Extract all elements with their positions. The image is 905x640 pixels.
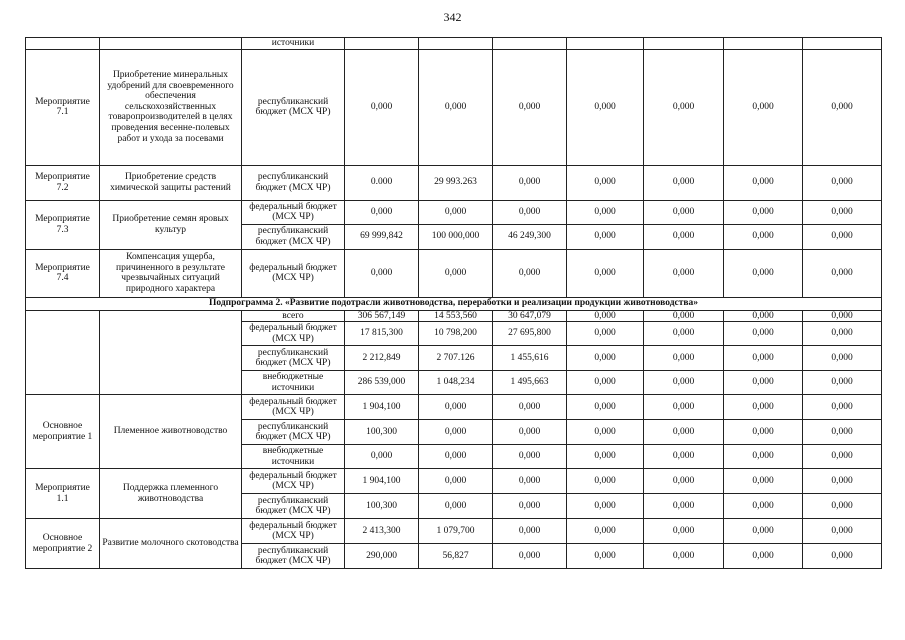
amount-cell: 0,000 [644, 310, 724, 322]
activity-label: Мероприятие 7.4 [26, 249, 100, 297]
amount-cell [803, 38, 882, 50]
funding-source: республиканский бюджет (МСХ ЧР) [242, 544, 345, 569]
amount-cell: 0,000 [803, 395, 882, 420]
amount-cell: 0,000 [493, 494, 567, 519]
amount-cell: 0,000 [419, 494, 493, 519]
amount-cell: 0,000 [803, 469, 882, 494]
activity-name: Компенсация ущерба, причиненного в результате чрезвычайных ситуаций природного характера [100, 249, 242, 297]
amount-cell: 1 048,234 [419, 371, 493, 395]
amount-cell: 0,000 [493, 395, 567, 420]
activity-label [26, 38, 100, 50]
amount-cell: 0,000 [644, 469, 724, 494]
amount-cell: 0,000 [644, 49, 724, 165]
amount-cell: 29 993.263 [419, 165, 493, 200]
amount-cell: 0.000 [345, 165, 419, 200]
amount-cell: 0,000 [724, 371, 803, 395]
amount-cell: 0,000 [724, 346, 803, 371]
amount-cell: 0,000 [493, 469, 567, 494]
funding-source: федеральный бюджет (МСХ ЧР) [242, 395, 345, 420]
amount-cell: 0,000 [803, 420, 882, 445]
funding-source: внебюджетные источники [242, 371, 345, 395]
amount-cell: 0,000 [567, 165, 644, 200]
amount-cell [345, 38, 419, 50]
amount-cell: 2 707.126 [419, 346, 493, 371]
amount-cell: 0,000 [493, 519, 567, 544]
rows-before [26, 38, 882, 298]
amount-cell: 0,000 [644, 519, 724, 544]
funding-source: федеральный бюджет (МСХ ЧР) [242, 249, 345, 297]
funding-source: республиканский бюджет (МСХ ЧР) [242, 420, 345, 445]
amount-cell: 0,000 [803, 200, 882, 224]
amount-cell: 0,000 [803, 445, 882, 469]
amount-cell: 0,000 [803, 165, 882, 200]
table-row [26, 49, 882, 165]
funding-source: всего [242, 310, 345, 322]
funding-source: республиканский бюджет (МСХ ЧР) [242, 346, 345, 371]
amount-cell: 2 413,300 [345, 519, 419, 544]
amount-cell [724, 38, 803, 50]
table-row [26, 469, 882, 494]
amount-cell: 100 000,000 [419, 224, 493, 249]
activity-name: Приобретение семян яровых культур [100, 200, 242, 249]
activity-name: Племенное животноводство [100, 395, 242, 469]
amount-cell: 0,000 [493, 544, 567, 569]
amount-cell: 0,000 [644, 395, 724, 420]
amount-cell: 0,000 [644, 544, 724, 569]
activity-label: Основное мероприятие 2 [26, 519, 100, 569]
amount-cell: 30 647,079 [493, 310, 567, 322]
funding-source: федеральный бюджет (МСХ ЧР) [242, 322, 345, 346]
amount-cell: 0,000 [803, 371, 882, 395]
amount-cell: 0,000 [644, 371, 724, 395]
amount-cell: 0,000 [567, 395, 644, 420]
activity-label: Основное мероприятие 1 [26, 395, 100, 469]
funding-source: федеральный бюджет (МСХ ЧР) [242, 519, 345, 544]
amount-cell: 1 904,100 [345, 469, 419, 494]
rows-after [26, 310, 882, 569]
table-row [26, 249, 882, 297]
amount-cell: 0,000 [724, 322, 803, 346]
amount-cell: 0,000 [345, 49, 419, 165]
amount-cell: 0,000 [724, 420, 803, 445]
amount-cell: 0,000 [567, 519, 644, 544]
activity-name: Развитие молочного скотоводства [100, 519, 242, 569]
amount-cell: 0,000 [345, 445, 419, 469]
amount-cell: 0,000 [493, 420, 567, 445]
activity-label: Мероприятие 7.1 [26, 49, 100, 165]
table-row [26, 38, 882, 50]
activity-name [100, 38, 242, 50]
activity-name: Приобретение минеральных удобрений для своевременного обеспечения сельскохозяйственных товаропроизводителей в целях проведения весенне-полевых работ и ухода за посевами [100, 49, 242, 165]
amount-cell: 0,000 [644, 322, 724, 346]
subprogram-row [26, 297, 882, 310]
amount-cell: 0,000 [644, 420, 724, 445]
amount-cell: 1 079,700 [419, 519, 493, 544]
amount-cell: 17 815,300 [345, 322, 419, 346]
amount-cell: 0,000 [419, 420, 493, 445]
amount-cell: 10 798,200 [419, 322, 493, 346]
amount-cell: 0,000 [419, 395, 493, 420]
amount-cell: 0,000 [644, 494, 724, 519]
funding-source: республиканский бюджет (МСХ ЧР) [242, 224, 345, 249]
amount-cell: 0,000 [567, 544, 644, 569]
subprogram-title: Подпрограмма 2. «Развитие подотрасли животноводства, переработки и реализации продукции животноводства» [26, 297, 882, 310]
amount-cell: 306 567,149 [345, 310, 419, 322]
funding-source: республиканский бюджет (МСХ ЧР) [242, 494, 345, 519]
table-row [26, 165, 882, 200]
table-row [26, 310, 882, 322]
amount-cell: 0,000 [567, 420, 644, 445]
funding-source: республиканский бюджет (МСХ ЧР) [242, 165, 345, 200]
amount-cell: 0,000 [345, 249, 419, 297]
amount-cell: 0,000 [567, 49, 644, 165]
amount-cell: 0,000 [493, 249, 567, 297]
amount-cell: 0,000 [724, 224, 803, 249]
amount-cell: 0,000 [644, 346, 724, 371]
amount-cell: 0,000 [724, 165, 803, 200]
amount-cell: 0,000 [724, 494, 803, 519]
amount-cell: 0,000 [567, 445, 644, 469]
amount-cell: 0,000 [644, 249, 724, 297]
amount-cell: 46 249,300 [493, 224, 567, 249]
page-number: 342 [443, 10, 462, 24]
activity-name [100, 310, 242, 395]
amount-cell: 0,000 [567, 469, 644, 494]
amount-cell: 290,000 [345, 544, 419, 569]
amount-cell: 0,000 [567, 249, 644, 297]
funding-source: федеральный бюджет (МСХ ЧР) [242, 469, 345, 494]
amount-cell: 0,000 [419, 469, 493, 494]
subprogram-row-group [26, 297, 882, 310]
amount-cell: 69 999,842 [345, 224, 419, 249]
amount-cell: 1 455,616 [493, 346, 567, 371]
funding-source: федеральный бюджет (МСХ ЧР) [242, 200, 345, 224]
funding-source: источники [242, 38, 345, 50]
amount-cell: 0,000 [493, 49, 567, 165]
amount-cell: 0,000 [724, 310, 803, 322]
amount-cell: 0,000 [803, 49, 882, 165]
budget-table [25, 37, 882, 569]
amount-cell: 0,000 [567, 346, 644, 371]
amount-cell [644, 38, 724, 50]
amount-cell: 0,000 [567, 310, 644, 322]
activity-label: Мероприятие 1.1 [26, 469, 100, 519]
amount-cell: 27 695,800 [493, 322, 567, 346]
amount-cell: 56,827 [419, 544, 493, 569]
amount-cell [419, 38, 493, 50]
amount-cell: 0,000 [724, 49, 803, 165]
activity-name: Приобретение средств химической защиты растений [100, 165, 242, 200]
amount-cell: 0,000 [644, 224, 724, 249]
amount-cell: 0,000 [567, 371, 644, 395]
amount-cell: 0,000 [419, 49, 493, 165]
amount-cell [567, 38, 644, 50]
amount-cell: 2 212,849 [345, 346, 419, 371]
table-row [26, 200, 882, 224]
activity-label: Мероприятие 7.3 [26, 200, 100, 249]
amount-cell: 0,000 [724, 519, 803, 544]
amount-cell: 0,000 [345, 200, 419, 224]
amount-cell: 0,000 [567, 200, 644, 224]
amount-cell: 0,000 [803, 544, 882, 569]
amount-cell: 0,000 [724, 395, 803, 420]
amount-cell: 0,000 [724, 200, 803, 224]
amount-cell: 1 904,100 [345, 395, 419, 420]
amount-cell: 0,000 [803, 519, 882, 544]
amount-cell: 14 553,560 [419, 310, 493, 322]
amount-cell: 100,300 [345, 494, 419, 519]
amount-cell: 0,000 [419, 445, 493, 469]
amount-cell: 0,000 [567, 224, 644, 249]
amount-cell: 0,000 [803, 224, 882, 249]
amount-cell: 286 539,000 [345, 371, 419, 395]
amount-cell: 0,000 [419, 249, 493, 297]
amount-cell: 0,000 [644, 445, 724, 469]
amount-cell: 0,000 [724, 469, 803, 494]
amount-cell: 0,000 [803, 249, 882, 297]
amount-cell: 0,000 [803, 494, 882, 519]
amount-cell: 0,000 [567, 322, 644, 346]
amount-cell: 0,000 [419, 200, 493, 224]
funding-source: внебюджетные источники [242, 445, 345, 469]
amount-cell: 0,000 [803, 310, 882, 322]
amount-cell: 0,000 [493, 200, 567, 224]
amount-cell: 1 495,663 [493, 371, 567, 395]
amount-cell: 0,000 [644, 200, 724, 224]
amount-cell: 0,000 [724, 249, 803, 297]
amount-cell: 0,000 [644, 165, 724, 200]
amount-cell: 0,000 [493, 445, 567, 469]
amount-cell [493, 38, 567, 50]
amount-cell: 0,000 [724, 445, 803, 469]
amount-cell: 0,000 [567, 494, 644, 519]
activity-name: Поддержка племенного животноводства [100, 469, 242, 519]
table-row [26, 395, 882, 420]
amount-cell: 0,000 [493, 165, 567, 200]
activity-label [26, 310, 100, 395]
amount-cell: 0,000 [803, 322, 882, 346]
funding-source: республиканский бюджет (МСХ ЧР) [242, 49, 345, 165]
amount-cell: 0,000 [803, 346, 882, 371]
amount-cell: 100,300 [345, 420, 419, 445]
table-row [26, 519, 882, 544]
amount-cell: 0,000 [724, 544, 803, 569]
activity-label: Мероприятие 7.2 [26, 165, 100, 200]
